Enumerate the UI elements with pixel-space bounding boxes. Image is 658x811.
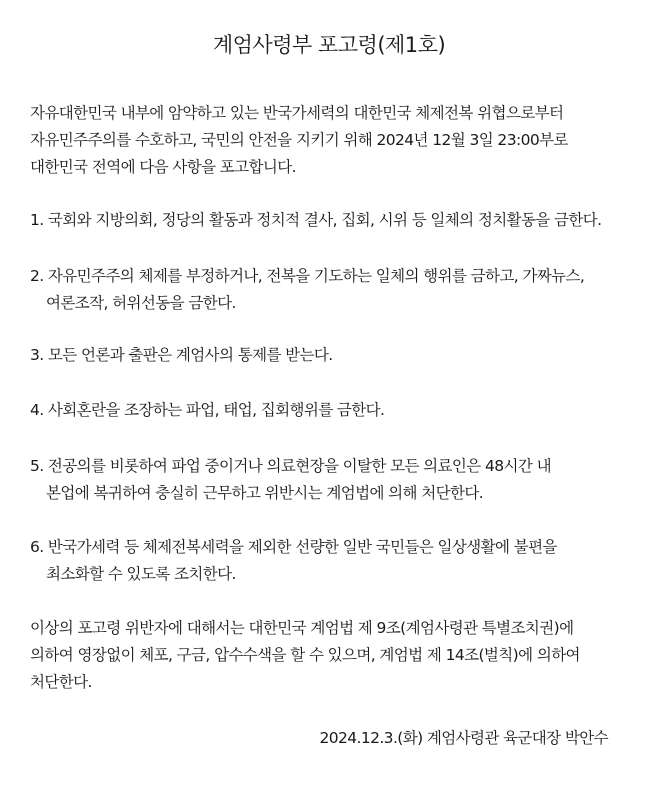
document-title: 계엄사령부 포고령(제1호) xyxy=(212,33,446,57)
decree-item-text: 1. 국회와 지방의회, 정당의 활동과 정치적 결사, 집회, 시위 등 일체의 정치활동을 금한다. xyxy=(30,211,602,229)
decree-item-2 xyxy=(30,263,640,317)
decree-item-4 xyxy=(30,397,640,424)
decree-item-3 xyxy=(30,342,640,369)
signature: 2024.12.3.(화) 계엄사령관 육군대장 박안수 xyxy=(319,729,608,747)
decree-item-text: 최소화할 수 있도록 조치한다. xyxy=(46,565,236,583)
decree-item-text: 2. 자유민주주의 체제를 부정하거나, 전복을 기도하는 일체의 행위를 금하고, 가짜뉴스, xyxy=(30,267,585,285)
intro-paragraph xyxy=(30,100,640,181)
intro-line: 대한민국 전역에 다음 사항을 포고합니다. xyxy=(30,158,296,176)
decree-item-text: 3. 모든 언론과 출판은 계엄사의 통제를 받는다. xyxy=(30,346,333,364)
decree-item-5 xyxy=(30,453,640,507)
closing-paragraph xyxy=(30,615,640,696)
decree-item-text: 여론조작, 허위선동을 금한다. xyxy=(46,294,236,312)
decree-item-text: 4. 사회혼란을 조장하는 파업, 태업, 집회행위를 금한다. xyxy=(30,401,385,419)
closing-line: 처단한다. xyxy=(30,673,92,691)
intro-line: 자유민주주의를 수호하고, 국민의 안전을 지키기 위해 2024년 12월 3일 23:00부로 xyxy=(30,131,568,149)
closing-line: 의하여 영장없이 체포, 구금, 압수수색을 할 수 있으며, 계엄법 제 14조(벌칙)에 의하여 xyxy=(30,646,580,664)
closing-line: 이상의 포고령 위반자에 대해서는 대한민국 계엄법 제 9조(계엄사령관 특별조치권)에 xyxy=(30,619,574,637)
intro-line: 자유대한민국 내부에 암약하고 있는 반국가세력의 대한민국 체제전복 위협으로부터 xyxy=(30,104,564,122)
decree-item-1 xyxy=(30,207,640,234)
decree-item-text: 5. 전공의를 비롯하여 파업 중이거나 의료현장을 이탈한 모든 의료인은 48시간 내 xyxy=(30,457,551,475)
decree-item-text: 본업에 복귀하여 충실히 근무하고 위반시는 계엄법에 의해 처단한다. xyxy=(46,484,484,502)
decree-item-6 xyxy=(30,534,640,588)
decree-item-text: 6. 반국가세력 등 체제전복세력을 제외한 선량한 일반 국민들은 일상생활에 불편을 xyxy=(30,538,557,556)
